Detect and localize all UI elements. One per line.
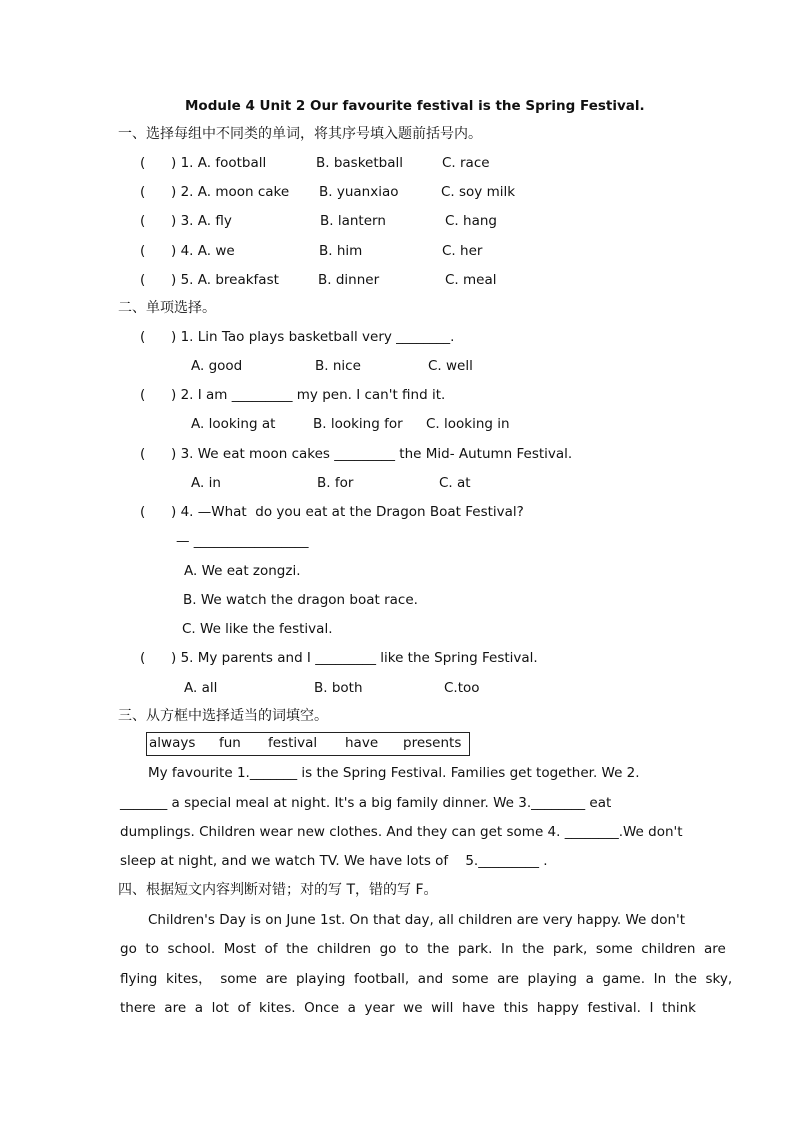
word-box bbox=[146, 732, 470, 756]
section1-heading: 一、选择每组中不同类的单词，将其序号填入题前括号内。 bbox=[118, 126, 482, 142]
s2-q4: ( ) 4. —What do you eat at the Dragon Boat Festival? bbox=[140, 504, 524, 520]
section2-heading: 二、单项选择。 bbox=[118, 300, 216, 316]
word-box-item: festival bbox=[268, 735, 318, 751]
word-box-item: always bbox=[149, 735, 196, 751]
s2-q1-opt-a: A. good bbox=[191, 358, 243, 374]
s1-item1-c: C. race bbox=[442, 155, 490, 171]
s2-q2-opt-b: B. looking for bbox=[313, 416, 403, 432]
s1-item4-b: B. him bbox=[319, 243, 363, 259]
s2-q5-opt-a: A. all bbox=[184, 680, 218, 696]
word-box-item: fun bbox=[219, 735, 241, 751]
s2-q1: ( ) 1. Lin Tao plays basketball very ________. bbox=[140, 329, 455, 345]
s2-q1-opt-b: B. nice bbox=[315, 358, 361, 374]
s2-q5: ( ) 5. My parents and I _________ like the Spring Festival. bbox=[140, 650, 538, 666]
s2-q1-opt-c: C. well bbox=[428, 358, 473, 374]
s2-q4-opt-a: A. We eat zongzi. bbox=[184, 563, 301, 579]
s2-q2-opt-c: C. looking in bbox=[426, 416, 510, 432]
s1-item4-a: ( ) 4. A. we bbox=[140, 243, 235, 259]
s2-q3-opt-a: A. in bbox=[191, 475, 221, 491]
page-title: Module 4 Unit 2 Our favourite festival is the Spring Festival. bbox=[185, 98, 645, 114]
word-box-item: presents bbox=[403, 735, 462, 751]
s2-q2-opt-a: A. looking at bbox=[191, 416, 276, 432]
s2-q2: ( ) 2. I am _________ my pen. I can't find it. bbox=[140, 387, 446, 403]
s1-item2-b: B. yuanxiao bbox=[319, 184, 399, 200]
s2-q3: ( ) 3. We eat moon cakes _________ the Mid- Autumn Festival. bbox=[140, 446, 573, 462]
s3-passage-line2: _______ a special meal at night. It's a big family dinner. We 3.________ eat bbox=[120, 795, 612, 811]
s2-q3-opt-b: B. for bbox=[317, 475, 354, 491]
s1-item5-c: C. meal bbox=[445, 272, 497, 288]
s3-passage-line4: sleep at night, and we watch TV. We have lots of 5._________ . bbox=[120, 853, 548, 869]
s4-passage-line2: go to school. Most of the children go to the park. In the park, some children are bbox=[120, 941, 726, 957]
section4-heading: 四、根据短文内容判断对错；对的写 T，错的写 F。 bbox=[118, 882, 438, 898]
s1-item1-b: B. basketball bbox=[316, 155, 403, 171]
section3-heading: 三、从方框中选择适当的词填空。 bbox=[118, 708, 328, 724]
s1-item4-c: C. her bbox=[442, 243, 483, 259]
s2-q5-opt-b: B. both bbox=[314, 680, 363, 696]
s1-item3-b: B. lantern bbox=[320, 213, 386, 229]
s2-q5-opt-c: C.too bbox=[444, 680, 480, 696]
s1-item5-a: ( ) 5. A. breakfast bbox=[140, 272, 279, 288]
s4-passage-line3: flying kites， some are playing football, and some are playing a game. In the sky, bbox=[120, 971, 733, 987]
word-box-item: have bbox=[345, 735, 379, 751]
s2-q4-opt-b: B. We watch the dragon boat race. bbox=[183, 592, 418, 608]
s1-item1-a: ( ) 1. A. football bbox=[140, 155, 267, 171]
s2-q3-opt-c: C. at bbox=[439, 475, 471, 491]
s3-passage-line1: My favourite 1._______ is the Spring Festival. Families get together. We 2. bbox=[148, 765, 640, 781]
s1-item5-b: B. dinner bbox=[318, 272, 380, 288]
s2-q4-answer-line: — _________________ bbox=[176, 533, 309, 549]
s1-item2-a: ( ) 2. A. moon cake bbox=[140, 184, 290, 200]
s1-item3-a: ( ) 3. A. fly bbox=[140, 213, 232, 229]
s3-passage-line3: dumplings. Children wear new clothes. And they can get some 4. ________.We don't bbox=[120, 824, 683, 840]
s4-passage-line1: Children's Day is on June 1st. On that day, all children are very happy. We don't bbox=[148, 912, 686, 928]
s1-item2-c: C. soy milk bbox=[441, 184, 516, 200]
s1-item3-c: C. hang bbox=[445, 213, 497, 229]
s4-passage-line4: there are a lot of kites. Once a year we will have this happy festival. I think bbox=[120, 1000, 696, 1016]
s2-q4-opt-c: C. We like the festival. bbox=[182, 621, 333, 637]
